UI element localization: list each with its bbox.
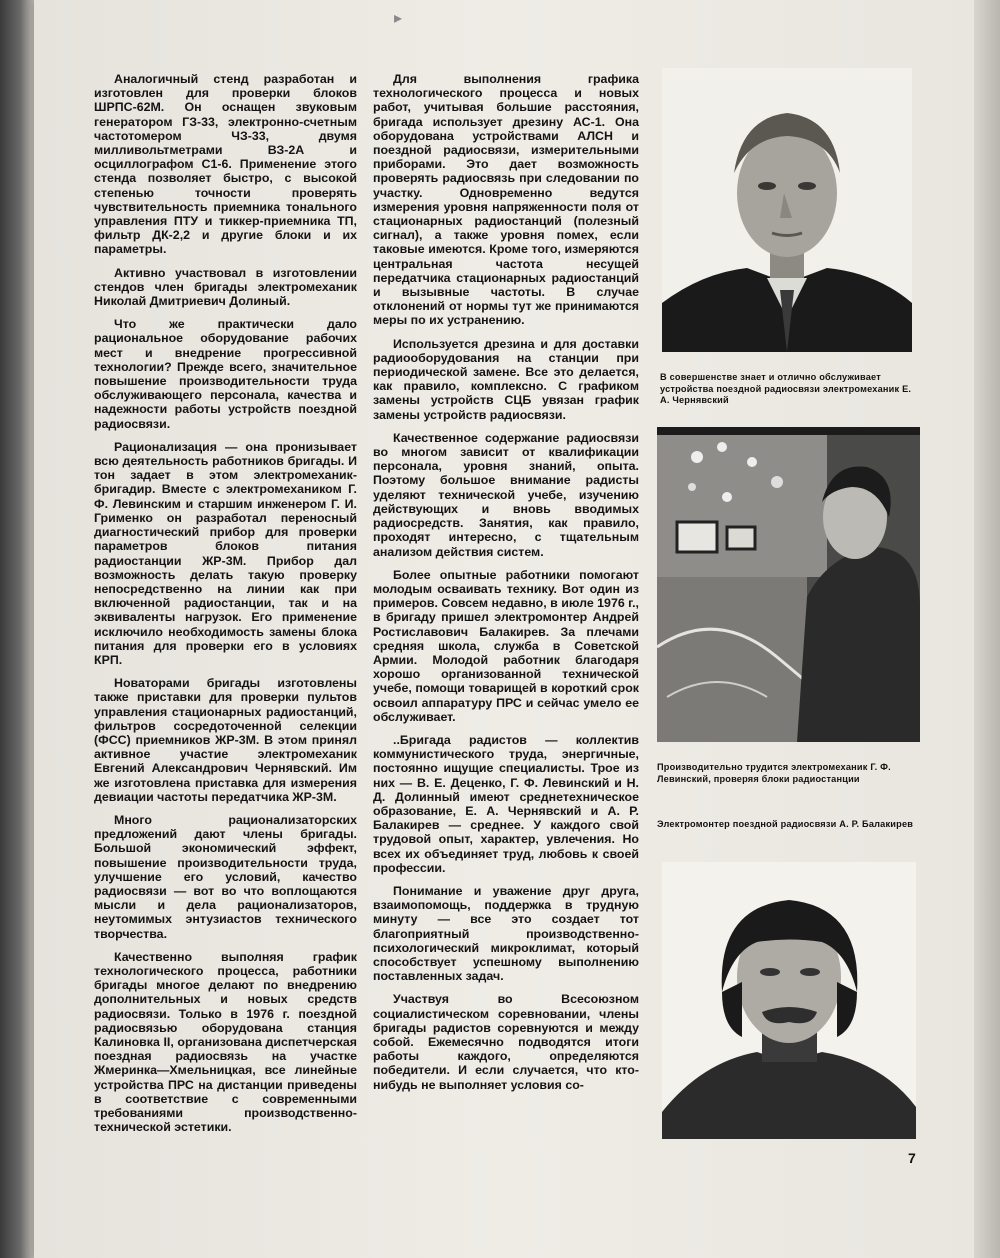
paragraph: Качественное содержание радиосвязи во многом зависит от квалификации персонала, уровня знаний, опыта. Поэтому большое внимание радисты уделяют технической учебе, изучению действующих и вновь вводимых радиосредств. Занятия, как правило, проходят интересно, с тщательным анализом действия систем. (373, 430, 639, 559)
paragraph: Много рационализаторских предложений дают члены бригады. Большой экономический эффект, повышение производительности труда, улучшение его условий, качество радиосвязи — вот во что воплощаются мысли и дела рационализаторов, неутомимых энтузиастов технического творчества. (94, 812, 357, 941)
binding-shadow (0, 0, 34, 1258)
paragraph: Новаторами бригады изготовлены также приставки для проверки пультов управления стационарных радиостанций, фильтров сосредоточенной селекции (ФСС) приемников ЖР-3М. В этом принял активное участие электромеханик Евгений Александрович Чернявский. Им же изготовлена приставка для измерения девиации частоты передатчика ЖР-3М. (94, 676, 357, 804)
worker-photo-levinsky (657, 427, 920, 742)
text-column-2 (373, 72, 639, 1101)
page-number: 7 (908, 1150, 916, 1166)
paragraph: Рационализация — она пронизывает всю деятельность работников бригады. И тон задает в этом электромеханик-бригадир. Вместе с электромехаником Г. Ф. Левинским и старшим инженером Г. И. Грименко он разработал переносный диагностический прибор для проверки параметров блоков питания радиостанции ЖР-3М. Прибор дал возможность делать такую проверку непосредственно на линии как при включенной радиостанции, так и на эквиваленты нагрузок. Его применение исключило необходимость замены блока питания для проверки его в условиях КРП. (94, 439, 357, 667)
paragraph: Что же практически дало рациональное оборудование рабочих мест и внедрение прогрессивной технологии? Прежде всего, значительное повышение производительности труда обслуживающего персонала, качества и надежности работы устройств поездной радиосвязи. (94, 317, 357, 431)
paragraph: Качественно выполняя график технологического процесса, работники бригады многое делают по внедрению дополнительных и новых средств радиосвязи. Только в 1976 г. поездной радиосвязью оборудована станция Калиновка II, организована диспетчерская поездная радиосвязь на участке Жмеринка—Хмельницкая, все линейные устройства ПРС на дистанции приведены в соответствие с современными требованиями производственно-технической эстетики. (94, 949, 357, 1135)
paragraph: Активно участвовал в изготовлении стендов член бригады электромеханик Николай Дмитриевич Долиный. (94, 265, 357, 309)
photo-caption: Электромонтер поездной радиосвязи А. Р. Балакирев (657, 819, 914, 829)
photo-caption: В совершенстве знает и отлично обслуживает устройства поездной радиосвязи электромеханик Е. А. Чернявский (660, 372, 912, 405)
portrait-photo-chernyavsky (662, 68, 912, 352)
page-edge (974, 0, 1000, 1258)
top-mark: ▸ (394, 10, 403, 27)
paragraph: Используется дрезина и для доставки радиооборудования на станции при периодической замене. Все это делается, как правило, комплексно. С графиком замены устройств СЦБ увязан график замены устройств радиосвязи. (373, 336, 639, 422)
paragraph: Участвуя во Всесоюзном социалистическом соревновании, члены бригады радистов соревнуются и между собой. Ежемесячно подводятся итоги работы каждого, определяются победители. И если случается, что кто-нибудь не выполняет условия со- (373, 992, 639, 1092)
paragraph: Аналогичный стенд разработан и изготовлен для проверки блоков ШРПС-62М. Он оснащен звуковым генератором ГЗ-33, электронно-счетным частотомером ЧЗ-33, двумя милливольтметрами ВЗ-2А и осциллографом С1-6. Применение этого стенда позволяет быстро, с высокой степенью точности проверять чувствительность приемника тонального управления ПТУ и тиккер-приемника ТП, фильтр ДК-2,2 и другие блоки и их параметры. (94, 72, 357, 257)
portrait-photo-balakirev (662, 862, 916, 1139)
paragraph: Для выполнения графика технологического процесса и новых работ, учитывая большие расстояния, бригада использует дрезину АС-1. Она оборудована устройствами АЛСН и поездной радиосвязи, измерительными приборами. Это дает возможность проверять радиосвязь при следовании по участку. Одновременно ведутся измерения уровня напряженности поля от стационарных радиостанций (полезный сигнал), а также уровня помех, если таковые имеются. Кроме того, измеряются центральная частота несущей передатчика стационарных радиостанций и вызывные частоты. В случае отклонений от нормы тут же принимаются меры по их устранению. (373, 72, 639, 328)
text-column-1 (94, 72, 357, 1143)
paragraph: ..Бригада радистов — коллектив коммунистического труда, энергичные, постоянно ищущие специалисты. Трое из них — В. Е. Деценко, Г. Ф. Левинский и Н. Д. Долинный имеют среднетехническое образование, Е. А. Чернявский и А. Р. Балакирев — среднее. У каждого свой трудовой опыт, характер, увлечения. Но всех их объединяет труд, любовь к своей профессии. (373, 732, 639, 875)
photo-caption: Производительно трудится электромеханик Г. Ф. Левинский, проверяя блоки радиостанции (657, 762, 891, 784)
paragraph: Более опытные работники помогают молодым осваивать технику. Вот один из примеров. Совсем недавно, в июле 1976 г., в бригаду пришел электромонтер Андрей Ростиславович Балакирев. За плечами средняя школа, служба в Советской Армии. Молодой работник благодаря хорошо организованной технической учебе, помощи товарищей в короткий срок освоил аппаратуру ПРС и сейчас умело ее обслуживает. (373, 567, 639, 724)
paragraph: Понимание и уважение друг друга, взаимопомощь, поддержка в трудную минуту — все это создает тот благоприятный производственно-психологический микроклимат, который способствует успешному выполнению поставленных задач. (373, 883, 639, 984)
